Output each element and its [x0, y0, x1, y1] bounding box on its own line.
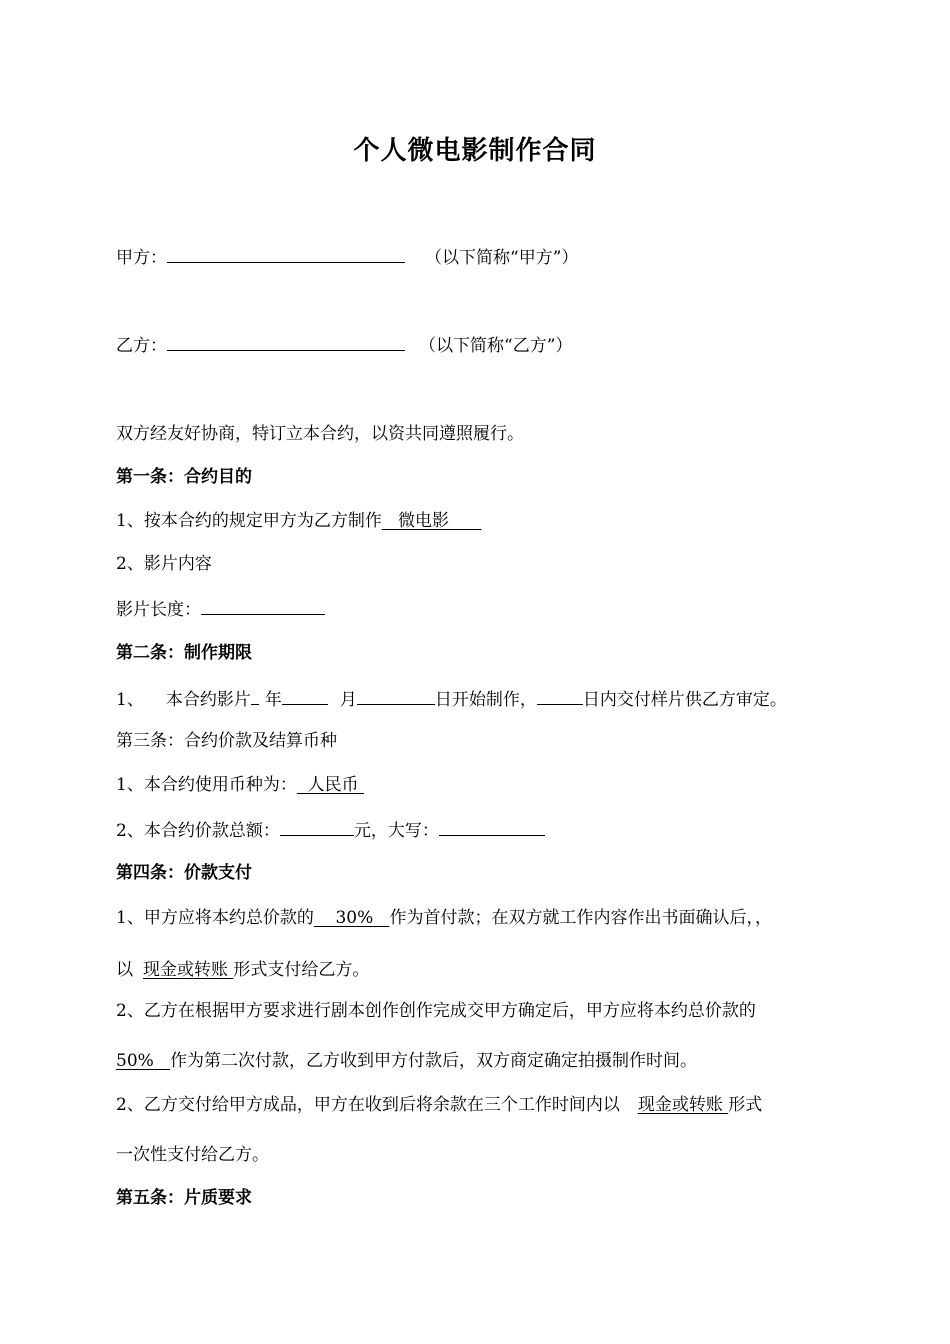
article4-heading: 第四条：价款支付 — [116, 863, 252, 883]
party-a-line — [116, 244, 578, 270]
p3-text-a: 2、乙方交付给甲方成品，甲方在收到后将余款在三个工作时间内以 — [116, 1095, 620, 1115]
p2-percent: 50% — [116, 1051, 154, 1071]
article1-item1-value-wrap — [382, 511, 482, 531]
article5-heading: 第五条：片质要求 — [116, 1188, 252, 1208]
article4-p2-line2 — [116, 1049, 697, 1073]
article4-p3-line1 — [116, 1093, 762, 1117]
p1-text-c: 以 — [116, 960, 133, 980]
total-label: 2、本合约价款总额： — [116, 821, 280, 841]
film-length-label: 影片长度： — [116, 600, 201, 620]
p1-text-d: 形式支付给乙方。 — [233, 960, 370, 980]
article2-heading: 第二条：制作期限 — [116, 643, 252, 663]
party-a-label: 甲方： — [116, 248, 167, 268]
party-b-line — [116, 332, 572, 358]
year-blank — [251, 686, 259, 705]
days-blank — [537, 686, 583, 705]
currency-label: 1、本合约使用币种为： — [116, 775, 297, 795]
intro-text: 双方经友好协商，特订立本合约，以资共同遵照履行。 — [116, 424, 524, 444]
article3-item2 — [116, 817, 545, 843]
day-blank — [357, 686, 435, 705]
article4-p1-line2 — [116, 958, 369, 982]
p1-percent-wrap — [314, 908, 390, 928]
article1-heading: 第一条：合约目的 — [116, 467, 252, 487]
month-label: 月 — [339, 690, 357, 710]
delivery-text: 日内交付样片供乙方审定。 — [582, 690, 787, 710]
party-b-blank — [167, 332, 405, 351]
film-length-line — [116, 596, 325, 622]
article1-item1-prefix: 1、按本合约的规定甲方为乙方制作 — [116, 511, 382, 531]
article1-item1 — [116, 509, 481, 533]
document-title: 个人微电影制作合同 — [353, 136, 597, 166]
total-upper-label: 元，大写： — [353, 821, 439, 841]
month-blank — [282, 686, 328, 705]
party-b-label: 乙方： — [116, 336, 167, 356]
p3-text-b: 形式 — [728, 1095, 763, 1115]
p1-method-wrap — [143, 960, 233, 980]
party-b-note: （以下简称“乙方”） — [419, 336, 573, 356]
p2-percent-wrap — [116, 1051, 170, 1071]
p2-text-b: 作为第二次付款，乙方收到甲方付款后，双方商定确定拍摄制作时间。 — [170, 1051, 698, 1071]
p3-method-wrap — [638, 1095, 728, 1115]
p3-method: 现金或转账 — [637, 1095, 723, 1115]
p1-text-a: 1、甲方应将本约总价款的 — [116, 908, 314, 928]
currency-value-wrap — [297, 775, 364, 795]
article1-item2: 2、影片内容 — [116, 554, 212, 574]
article4-p3-line2: 一次性支付给乙方。 — [116, 1145, 269, 1165]
article3-heading: 第三条：合约价款及结算币种 — [116, 731, 337, 751]
currency-value: 人民币 — [307, 775, 359, 795]
article2-item1 — [116, 686, 787, 712]
article3-item1 — [116, 773, 364, 797]
p1-text-b: 作为首付款；在双方就工作内容作出书面确认后，， — [389, 908, 772, 928]
article1-item1-value: 微电影 — [398, 511, 450, 531]
total-amount-blank — [280, 817, 354, 836]
article2-item1-number: 1、 — [116, 690, 144, 710]
p1-percent: 30% — [335, 908, 374, 928]
year-label: 年 — [264, 690, 282, 710]
party-a-note: （以下简称“甲方”） — [425, 248, 579, 268]
total-upper-blank — [439, 817, 545, 836]
article4-p1-line1 — [116, 906, 772, 930]
article2-item1-text: 本合约影片 — [165, 690, 251, 710]
start-text: 日开始制作， — [434, 690, 537, 710]
p1-method: 现金或转账 — [143, 960, 228, 980]
film-length-blank — [201, 596, 325, 615]
article4-p2-line1: 2、乙方在根据甲方要求进行剧本创作创作完成交甲方确定后，甲方应将本约总价款的 — [116, 1001, 756, 1021]
party-a-blank — [167, 244, 405, 263]
